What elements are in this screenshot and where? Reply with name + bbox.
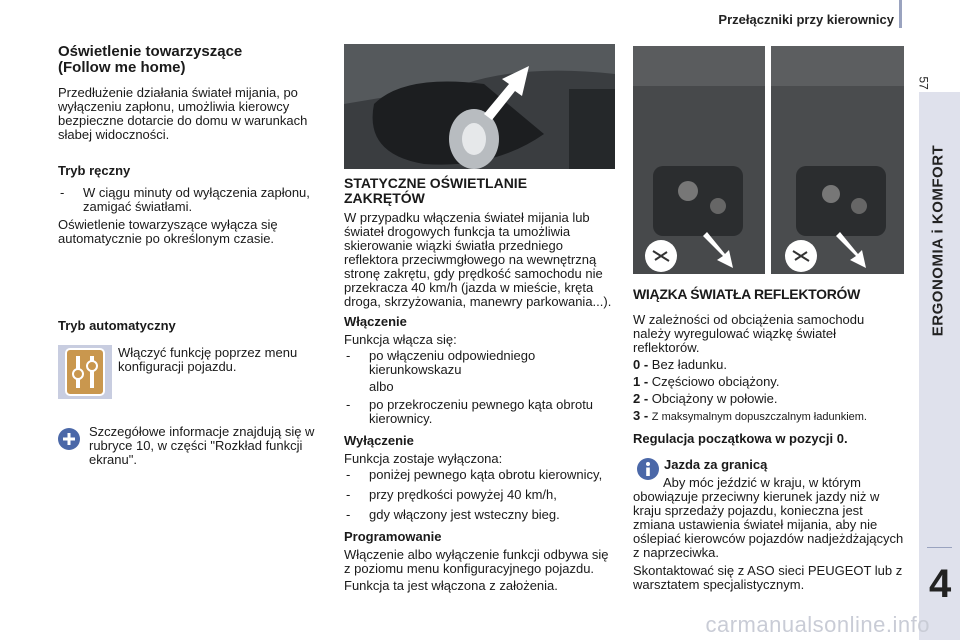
off-item: - przy prędkości powyżej 40 km/h, [344,488,616,502]
chapter-title: ERGONOMIA i KOMFORT [929,144,947,337]
section-title: WIĄZKA ŚWIATŁA REFLEKTORÓW [633,286,861,302]
section-title-cont: ZAKRĘTÓW [344,190,425,206]
section-title: STATYCZNE OŚWIETLANIE [344,175,528,191]
abroad-title: Jazda za granicą [664,457,768,472]
aso-text: Skontaktować się z ASO sieci PEUGEOT lub z warsztatem specjalistycznym. [633,563,903,592]
abroad-note [633,476,905,592]
auto-mode-title: Tryb automatyczny [58,318,176,333]
on-or: albo [369,379,394,394]
initial-regulation: Regulacja początkowa w pozycji 0. [633,431,848,446]
off-item: - poniżej pewnego kąta obrotu kierownicy, [344,468,616,482]
chapter-number: 4 [929,562,952,606]
manual-mode-item: - W ciągu minuty od wyłączenia zapłonu, zamigać światłami. [58,186,328,214]
follow-me-home-section [58,44,328,246]
page-number: 57 [916,76,931,90]
section-title: Oświetlenie towarzyszące [58,43,243,60]
headlamp-adjust-photo-left [633,46,765,274]
header-divider [899,0,902,28]
load-text: Z maksymalnym dopuszczalnym ładunkiem. [651,411,867,423]
info-note-text: Szczegółowe informacje znajdują się w rubryce 10, w części "Rozkład funkcji ekranu". [89,424,315,467]
headlamp-beam-section [633,287,905,446]
load-item-1 [633,375,905,389]
load-key: 1 - [633,374,649,389]
on-title: Włączenie [344,314,407,329]
on-item: - po włączeniu odpowiedniego kierunkowskazu [344,349,616,377]
fog-lamp-photo [344,44,615,169]
intro-text: W zależności od obciążenia samochodu należy wyregulować wiązkę świateł reflektorów. [633,312,865,355]
load-item-2 [633,392,905,406]
load-text: Obciążony w połowie. [651,391,778,406]
auto-mode-text: Włączyć funkcję poprzez menu konfiguracji pojazdu. [118,345,298,374]
section-header: Przełączniki przy kierownicy [718,12,894,27]
plus-info-icon [58,428,80,450]
intro-text: Przedłużenie działania świateł mijania, po wyłączeniu zapłonu, umożliwia kierowcy bezpieczne dotarcie do domu w warunkach słabej widoczności. [58,85,308,142]
manual-mode-title: Tryb ręczny [58,163,131,178]
load-key: 3 - [633,408,649,423]
manual-mode-note: Oświetlenie towarzyszące wyłącza się automatycznie po określonym czasie. [58,217,278,246]
load-key: 2 - [633,391,649,406]
load-item-3 [633,409,905,424]
load-item-0 [633,358,905,372]
programming-title: Programowanie [344,529,442,544]
on-item: - po przekroczeniu pewnego kąta obrotu kierownicy. [344,398,616,426]
off-item: - gdy włączony jest wsteczny bieg. [344,508,616,522]
chapter-sidebar [919,92,960,640]
programming-text: Włączenie albo wyłączenie funkcji odbywa się z poziomu menu konfiguracyjnego pojazdu. [344,547,609,576]
load-text: Bez ładunku. [651,357,727,372]
off-title: Wyłączenie [344,433,414,448]
vehicle-settings-icon [58,345,112,399]
intro-text: W przypadku włączenia świateł mijania lub świateł drogowych funkcja ta umożliwia skierowanie wiązki światła przedniego reflektora przeciwmgłowego na wewnętrzną stronę zakrętu, gdy prędkość samochodu nie przekracza 40 km/h (jazda w mieście, kręta droga, skrzyżowania, manewry parkowania...). [344,210,612,309]
chapter-divider [927,547,952,548]
abroad-text: Aby móc jeździć w kraju, w którym obowiązuje przeciwny kierunek jazdy niż w kraju sprzedaży pojazdu, konieczna jest zmiana ustawienia świateł mijania, aby nie oślepiać kierowców pojazdów nadjeżdżających z naprzeciwka. [633,475,904,560]
watermark: carmanualsonline.info [705,612,930,637]
programming-note: Funkcja ta jest włączona z założenia. [344,578,558,593]
headlamp-adjust-photo-right [771,46,904,274]
off-text: Funkcja zostaje wyłączona: [344,451,503,466]
load-key: 0 - [633,357,649,372]
cornering-light-section [344,176,616,593]
load-text: Częściowo obciążony. [651,374,780,389]
on-text: Funkcja włącza się: [344,332,457,347]
section-subtitle: (Follow me home) [58,59,186,76]
